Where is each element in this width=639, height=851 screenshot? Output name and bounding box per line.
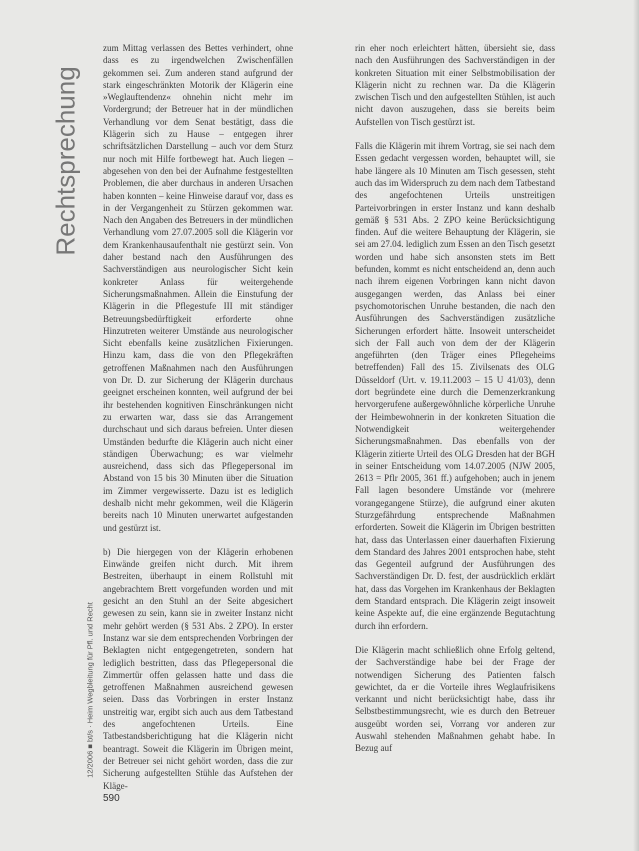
- section-title-text: Rechtsprechung: [50, 66, 81, 256]
- copyright-notice: [84, 575, 96, 805]
- scan-edge-shadow: [633, 0, 639, 851]
- paragraph: zum Mittag verlassen des Bettes verhindert, ohne dass es zu irgendwelchen Zwischenfällen gekommen sei. Zum anderen stand aufgrund der stark eingeschränkten Motorik der Klägerin eine »Weglauftendenz« ohnehin nicht mehr im Vordergrund; der Betreuer hat in der mündlichen Verhandlung vor dem Senat bestätigt, dass die Klägerin sich zu Hause – entgegen ihrer schriftsätzlichen Darstellung – auch vor dem Sturz nur noch mit Hilfe fortbewegt hat. Auch liegen – abgesehen von den bei der Aufnahme festgestellten Problemen, die aber durchaus in anderen Ursachen haben konnten – keine Hinweise darauf vor, dass es in der Vergangenheit zu Stürzen gekommen war. Nach den Angaben des Betreuers in der mündlichen Verhandlung vom 27.07.2005 soll die Klägerin vor dem Krankenhausaufenthalt nie gestürzt sein. Von daher bestand nach den Ausführungen des Sachverständigen aus neurologischer Sicht kein konkreter Anlass für weitergehende Sicherungsmaßnahmen. Allein die Einstufung der Klägerin in die Pflegestufe III mit ständiger Betreuungsbedürftigkeit erforderte ohne Hinzutreten weiterer Umstände aus neurologischer Sicht ebenfalls keine zusätzlichen Fixierungen. Hinzu kam, dass die von den Pflegekräften getroffenen Maßnahmen nach den Ausführungen von Dr. D. zur Sicherung der Klägerin durchaus geeignet erscheinen konnten, weil aufgrund der bei ihr bestehenden kognitiven Einschränkungen nicht zu erwarten war, dass sie das Arrangement durchschaut und sich daraus befreien. Unter diesen Umständen bedurfte die Klägerin auch nicht einer ständigen Überwachung; es war vielmehr ausreichend, dass sich das Pflegepersonal im Abstand von 15 bis 30 Minuten über die Situation im Zimmer vergewisserte. Dazu ist es lediglich deshalb nicht mehr gekommen, weil die Klägerin bereits nach 10 Minuten unerwartet aufgestanden und gestürzt ist.: [103, 43, 293, 533]
- section-title: [52, 46, 80, 276]
- page-number: 590: [103, 793, 120, 804]
- paragraph: rin eher noch erleichtert hätten, übersieht sie, dass nach den Ausführungen des Sachverständigen in der konkreten Situation mit einer Selbstmobilisation der Klägerin nicht zu rechnen war. Da die Klägerin zwischen Tisch und den aufgestellten Stühlen, ist auch nicht davon auszugehen, dass sie bereits beim Aufstellen von Tisch gestürzt ist.: [355, 43, 555, 127]
- copyright-text: 12/2006 ■ bt/s · Heim Wegbleitung für Pfl. und Recht: [85, 602, 95, 778]
- paragraph: Falls die Klägerin mit ihrem Vortrag, sie sei nach dem Essen gedacht vergessen worden, behauptet will, sie habe längere als 10 Minuten am Tisch gesessen, steht auch das im Widerspruch zu dem nach dem Tatbestand des angefochtenen Urteils unstreitigen Parteivorbringen in erster Instanz und kann deshalb gemäß § 531 Abs. 2 ZPO keine Berücksichtigung finden. Auf die weitere Behauptung der Klägerin, sie sei am 27.04. lediglich zum Essen an den Tisch gesetzt worden und habe sich ansonsten stets im Bett befunden, kommt es nicht entscheidend an, denn auch nach ihrem eigenen Vorbringen kann nicht davon ausgegangen werden, das Anlass bei einer psychomotorischen Unruhe bestanden, die nach den Ausführungen des Sachverständigen zusätzliche Sicherungen erfordert hätte. Insoweit unterscheidet sich der Fall auch von dem der der Klägerin angeführten (den Träger eines Pflegeheims betreffenden) Fall des 15. Zivilsenats des OLG Düsseldorf (Urt. v. 19.11.2003 – 15 U 41/03), denn dort begründete eine durch die Demenzerkrankung hervorgerufene außergewöhnliche körperliche Unruhe der Heimbewohnerin in der konkreten Situation die Notwendigkeit weitergehender Sicherungsmaßnahmen. Das ebenfalls von der Klägerin zitierte Urteil des OLG Dresden hat der BGH in seiner Entscheidung vom 14.07.2005 (NJW 2005, 2613 = Pflr 2005, 361 ff.) aufgehoben; auch in jenem Fall lagen besondere Umstände vor (mehrere vorangegangene Stürze), die aufgrund einer akuten Sturzgefährdung entsprechende Maßnahmen erforderten. Soweit die Klägerin im Übrigen bestritten hat, dass das Unterlassen einer dauerhaften Fixierung dem Standard des Jahres 2001 entsprochen habe, steht das Gegenteil aufgrund der Ausführungen des Sachverständigen Dr. D. fest, der ausdrücklich erklärt hat, dass das Vorgehen im Krankenhaus der Beklagten dem Standard entsprach. Die Klägerin zeigt insoweit keine Aspekte auf, die eine ergänzende Begutachtung durch ihn erfordern.: [355, 141, 555, 631]
- paragraph: b) Die hiergegen von der Klägerin erhobenen Einwände greifen nicht durch. Mit ihrem Bestreiten, überhaupt in einem Rollstuhl mit angebrachtem Brett vorgefunden worden und mit gesicht an den Stuhl an der Seite abgesichert gewesen zu sein, kann sie in zweiter Instanz nicht mehr gehört werden (§ 531 Abs. 2 ZPO). In erster Instanz war sie dem entsprechenden Vorbringen der Beklagten nicht entgegengetreten, sondern hat lediglich bestritten, dass das Pflegepersonal die Zimmertür offen gelassen hatte und dass die getroffenen Maßnahmen ausreichend gewesen seien. Dass das Vorbringen in erster Instanz unstreitig war, ergibt sich auch aus dem Tatbestand des angefochtenen Urteils. Eine Tatbestandsberichtigung hat die Klägerin nicht beantragt. Soweit die Klägerin im Übrigen meint, der Betreuer sei nicht gehört worden, dass die zur Sicherung aufgestellten Stühle das Aufstehen der Kläge-: [103, 546, 293, 791]
- right-column: [355, 42, 555, 767]
- left-column: [103, 42, 293, 804]
- paragraph: Die Klägerin macht schließlich ohne Erfolg geltend, der Sachverständige habe bei der Frage der notwendigen Sicherung des Patienten falsch gewichtet, da er die Vorteile ihres Weglaufrisikens verkannt und nicht berücksichtigt habe, dass ihr Selbstbestimmungsrecht, wie es durch den Betreuer ausgeübt worden sei, Vorrang vor anderen zur Auswahl stehenden Maßnahmen gehabt habe. In Bezug auf: [355, 644, 555, 754]
